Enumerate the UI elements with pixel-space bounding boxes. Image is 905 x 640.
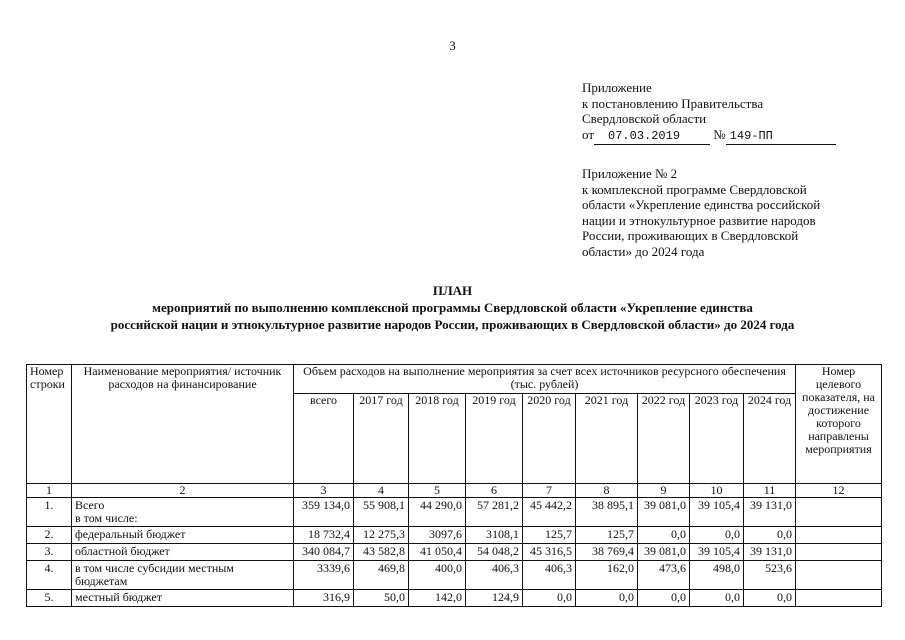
header-year-2022: 2022 год [638, 394, 690, 484]
value-2021: 162,0 [576, 561, 638, 590]
decree-date: 07.03.2019 [594, 129, 710, 146]
value-total: 18 732,4 [294, 527, 354, 544]
row-number: 4. [27, 561, 72, 590]
value-2020: 0,0 [523, 590, 576, 607]
value-2023: 0,0 [690, 527, 744, 544]
indicator-cell [796, 544, 882, 561]
table-row [27, 498, 882, 527]
row-number: 1. [27, 498, 72, 527]
value-2019: 124,9 [466, 590, 523, 607]
column-number: 4 [354, 484, 409, 498]
value-2024: 39 131,0 [744, 498, 796, 527]
header-year-2024: 2024 год [744, 394, 796, 484]
value-2022: 39 081,0 [638, 498, 690, 527]
value-total: 3339,6 [294, 561, 354, 590]
indicator-cell [796, 498, 882, 527]
value-2023: 39 105,4 [690, 544, 744, 561]
appendix-1-block [582, 80, 882, 145]
value-2022: 0,0 [638, 527, 690, 544]
table-row [27, 590, 882, 607]
value-2024: 523,6 [744, 561, 796, 590]
appendix-1-line3: Свердловской области [582, 111, 707, 126]
value-2017: 55 908,1 [354, 498, 409, 527]
value-2020: 125,7 [523, 527, 576, 544]
value-2019: 3108,1 [466, 527, 523, 544]
value-2017: 469,8 [354, 561, 409, 590]
value-2021: 0,0 [576, 590, 638, 607]
date-prefix: от [582, 126, 595, 142]
indicator-cell [796, 561, 882, 590]
value-2020: 406,3 [523, 561, 576, 590]
header-year-2019: 2019 год [466, 394, 523, 484]
plan-subtitle [0, 299, 905, 333]
value-2024: 0,0 [744, 527, 796, 544]
value-2024: 39 131,0 [744, 544, 796, 561]
column-number: 7 [523, 484, 576, 498]
header-indicator: Номер целевого показателя, на достижение которого направлены мероприятия [796, 365, 882, 484]
value-2018: 41 050,4 [409, 544, 466, 561]
value-2022: 473,6 [638, 561, 690, 590]
row-name: областной бюджет [72, 544, 294, 561]
value-2017: 43 582,8 [354, 544, 409, 561]
table-row [27, 544, 882, 561]
header-year-2017: 2017 год [354, 394, 409, 484]
value-total: 316,9 [294, 590, 354, 607]
plan-table [26, 364, 882, 607]
indicator-cell [796, 590, 882, 607]
page-number: 3 [449, 38, 456, 53]
column-number: 8 [576, 484, 638, 498]
value-2017: 12 275,3 [354, 527, 409, 544]
appendix-2-line6: области» до 2024 года [582, 243, 705, 259]
header-year-2020: 2020 год [523, 394, 576, 484]
table-header-row-1 [27, 365, 882, 394]
header-year-2018: 2018 год [409, 394, 466, 484]
value-2022: 39 081,0 [638, 544, 690, 561]
row-name: в том числе субсидии местным бюджетам [72, 561, 294, 590]
header-name: Наименование мероприятия/ источник расходов на финансирование [72, 365, 294, 484]
value-2023: 39 105,4 [690, 498, 744, 527]
row-name: федеральный бюджет [72, 527, 294, 544]
decree-number: 149-ПП [726, 129, 836, 146]
plan-title: ПЛАН [432, 283, 473, 298]
appendix-1-date-line [582, 127, 882, 146]
value-2024: 0,0 [744, 590, 796, 607]
appendix-2-line3: области «Укрепление единства российской [582, 197, 821, 212]
value-2023: 0,0 [690, 590, 744, 607]
column-number: 1 [27, 484, 72, 498]
value-2018: 142,0 [409, 590, 466, 607]
value-2017: 50,0 [354, 590, 409, 607]
table-row [27, 561, 882, 590]
row-name: местный бюджет [72, 590, 294, 607]
value-2018: 44 290,0 [409, 498, 466, 527]
row-name: Всего в том числе: [72, 498, 294, 527]
column-number: 12 [796, 484, 882, 498]
indicator-cell [796, 527, 882, 544]
value-total: 359 134,0 [294, 498, 354, 527]
column-number-row [27, 484, 882, 498]
row-number: 3. [27, 544, 72, 561]
appendix-2-line2: к комплексной программе Свердловской [582, 181, 807, 197]
number-sign: № [713, 126, 726, 142]
value-2018: 400,0 [409, 561, 466, 590]
column-number: 6 [466, 484, 523, 498]
plan-subtitle-line1: мероприятий по выполнению комплексной программы Свердловской области «Укрепление единства [152, 300, 753, 315]
value-2021: 125,7 [576, 527, 638, 544]
value-total: 340 084,7 [294, 544, 354, 561]
value-2021: 38 769,4 [576, 544, 638, 561]
value-2023: 498,0 [690, 561, 744, 590]
value-2019: 406,3 [466, 561, 523, 590]
value-2020: 45 316,5 [523, 544, 576, 561]
column-number: 9 [638, 484, 690, 498]
header-volume: Объем расходов на выполнение мероприятия за счет всех источников ресурсного обеспечения (тыс. рублей) [294, 365, 796, 394]
column-number: 11 [744, 484, 796, 498]
appendix-2-line5: России, проживающих в Свердловской [582, 228, 799, 243]
header-row-number: Номер строки [27, 365, 72, 484]
value-2022: 0,0 [638, 590, 690, 607]
appendix-2-line1: Приложение № 2 [582, 166, 678, 181]
header-year-2021: 2021 год [576, 394, 638, 484]
column-number: 5 [409, 484, 466, 498]
row-number: 2. [27, 527, 72, 544]
value-2019: 57 281,2 [466, 498, 523, 527]
plan-subtitle-line2: российской нации и этнокультурное развитие народов России, проживающих в Свердловской области» до 2024 года [110, 317, 795, 332]
column-number: 10 [690, 484, 744, 498]
column-number: 3 [294, 484, 354, 498]
table-row [27, 527, 882, 544]
appendix-1-line1: Приложение [582, 80, 652, 95]
header-year-2023: 2023 год [690, 394, 744, 484]
header-total: всего [294, 394, 354, 484]
value-2020: 45 442,2 [523, 498, 576, 527]
column-number: 2 [72, 484, 294, 498]
value-2018: 3097,6 [409, 527, 466, 544]
appendix-1-line2: к постановлению Правительства [582, 95, 764, 111]
row-number: 5. [27, 590, 72, 607]
appendix-2-line4: нации и этнокультурное развитие народов [582, 212, 816, 228]
value-2021: 38 895,1 [576, 498, 638, 527]
value-2019: 54 048,2 [466, 544, 523, 561]
appendix-2-block [582, 166, 872, 259]
